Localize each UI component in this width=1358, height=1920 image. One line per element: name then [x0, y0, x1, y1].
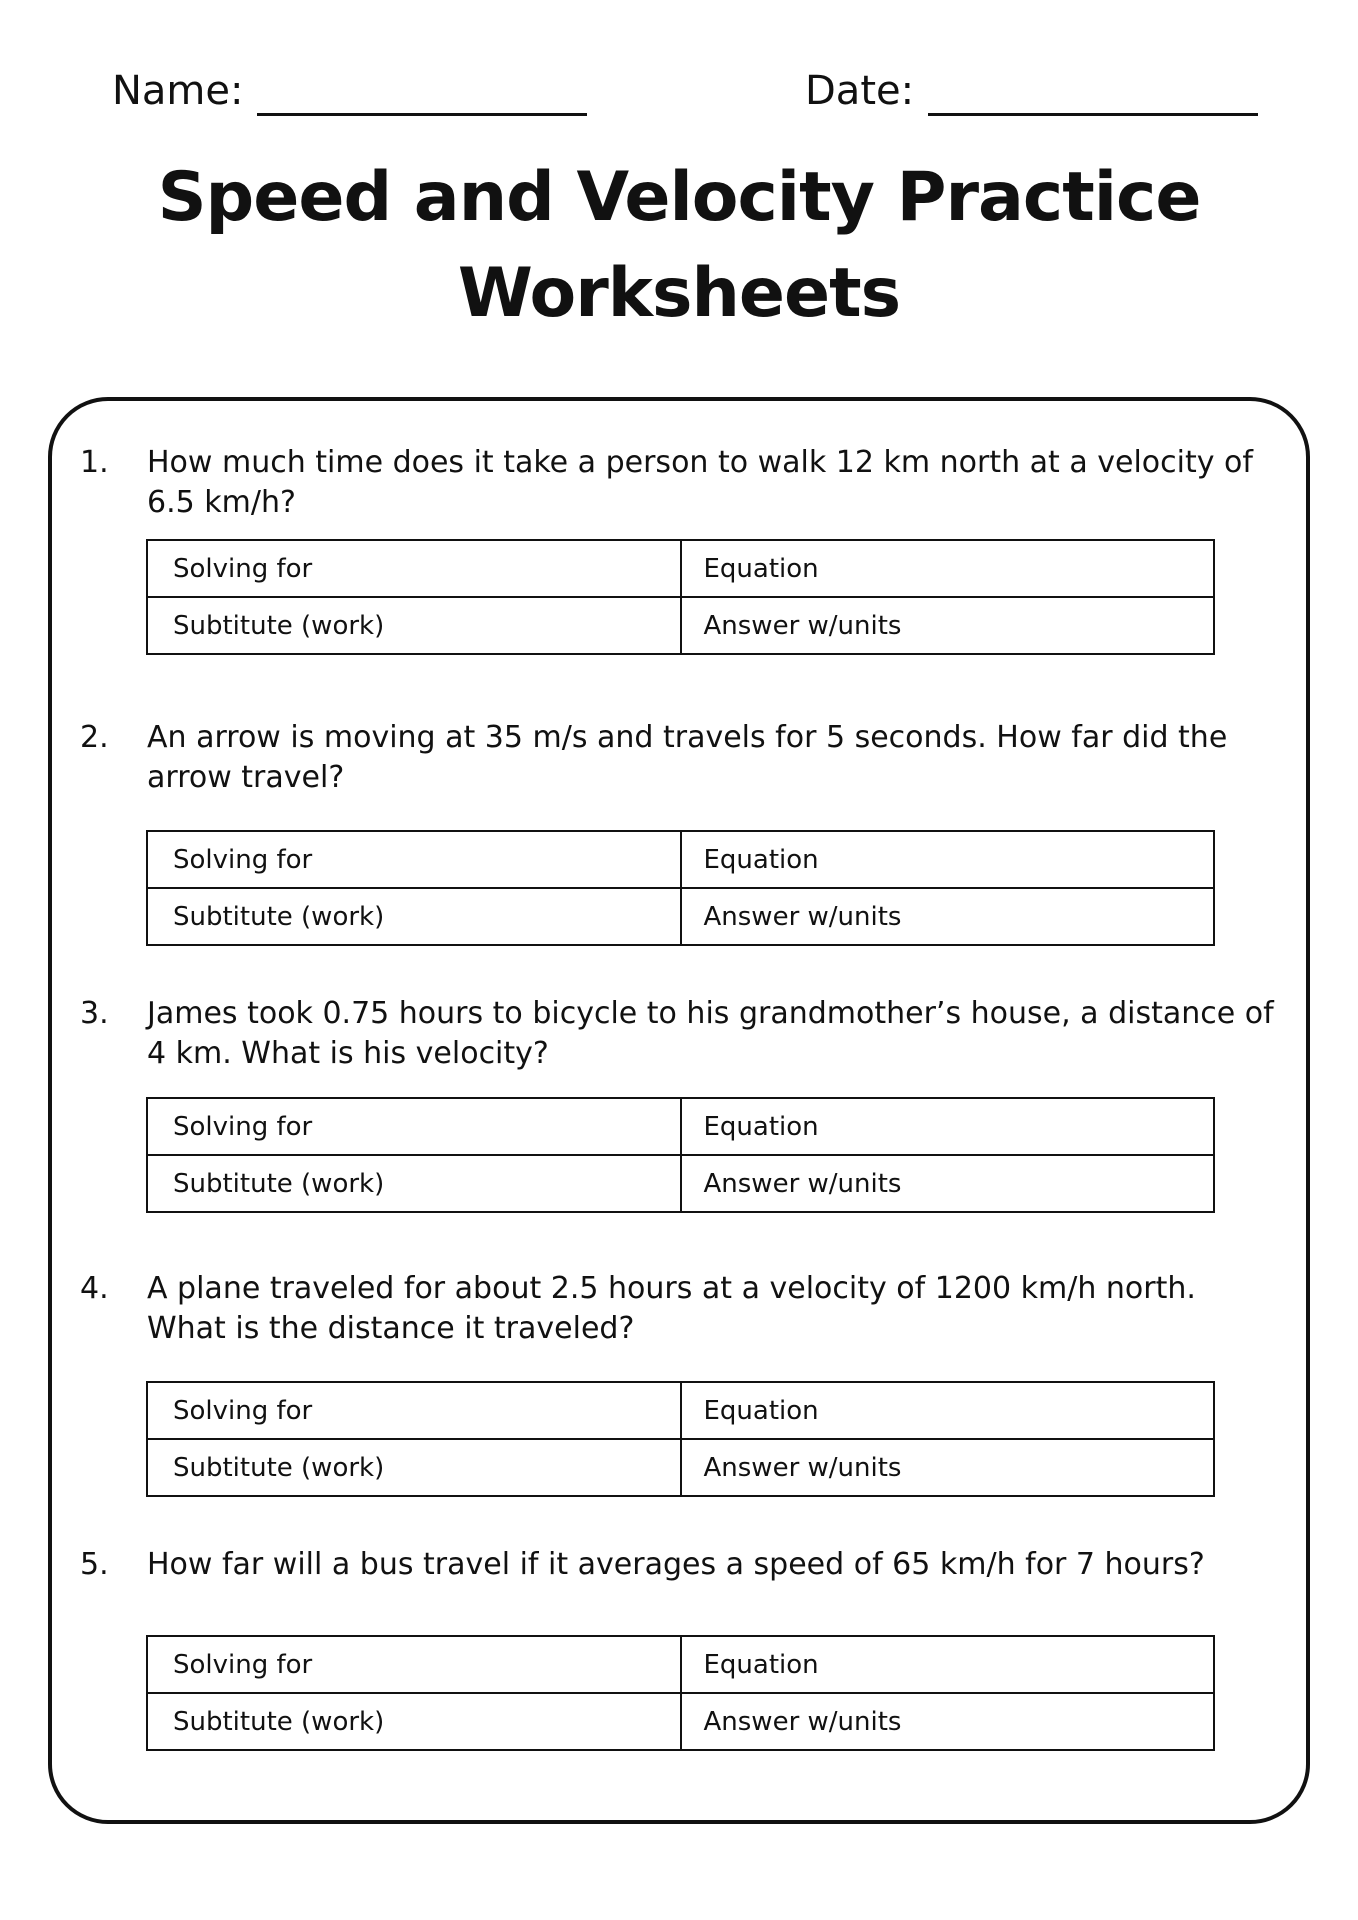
substitute-cell[interactable]: Subtitute (work)	[147, 888, 681, 945]
page-title-line-2: Worksheets	[457, 254, 901, 333]
work-table-3	[146, 1097, 1215, 1213]
name-field[interactable]	[112, 66, 587, 116]
substitute-cell[interactable]: Subtitute (work)	[147, 1693, 681, 1750]
question-number: 2.	[80, 720, 109, 755]
equation-cell[interactable]: Equation	[681, 540, 1215, 597]
question-text: How much time does it take a person to walk 12 km north at a velocity of 6.5 km/h?	[147, 445, 1253, 520]
question-text: A plane traveled for about 2.5 hours at a velocity of 1200 km/h north. What is the distance it traveled?	[147, 1271, 1196, 1346]
equation-cell[interactable]: Equation	[681, 1382, 1215, 1439]
solving-for-cell[interactable]: Solving for	[147, 831, 681, 888]
answer-cell[interactable]: Answer w/units	[681, 888, 1215, 945]
answer-cell[interactable]: Answer w/units	[681, 1439, 1215, 1496]
page-title-line-1: Speed and Velocity Practice	[157, 158, 1201, 237]
substitute-cell[interactable]: Subtitute (work)	[147, 1155, 681, 1212]
equation-cell[interactable]: Equation	[681, 1636, 1215, 1693]
question-5	[80, 1545, 1280, 1585]
date-blank-line[interactable]	[928, 69, 1258, 116]
question-4	[80, 1269, 1280, 1349]
answer-cell[interactable]: Answer w/units	[681, 1693, 1215, 1750]
question-number: 4.	[80, 1271, 109, 1306]
question-3	[80, 994, 1280, 1074]
question-text: James took 0.75 hours to bicycle to his grandmother’s house, a distance of 4 km. What is his velocity?	[147, 996, 1274, 1071]
answer-cell[interactable]: Answer w/units	[681, 1155, 1215, 1212]
substitute-cell[interactable]: Subtitute (work)	[147, 597, 681, 654]
question-1	[80, 443, 1280, 523]
solving-for-cell[interactable]: Solving for	[147, 540, 681, 597]
question-number: 1.	[80, 445, 109, 480]
work-table-4	[146, 1381, 1215, 1497]
solving-for-cell[interactable]: Solving for	[147, 1382, 681, 1439]
date-label: Date:	[805, 68, 915, 114]
question-number: 5.	[80, 1547, 109, 1582]
substitute-cell[interactable]: Subtitute (work)	[147, 1439, 681, 1496]
date-field[interactable]	[805, 66, 1258, 116]
name-blank-line[interactable]	[257, 69, 587, 116]
question-text: An arrow is moving at 35 m/s and travels for 5 seconds. How far did the arrow travel?	[147, 720, 1228, 795]
solving-for-cell[interactable]: Solving for	[147, 1098, 681, 1155]
work-table-5	[146, 1635, 1215, 1751]
equation-cell[interactable]: Equation	[681, 1098, 1215, 1155]
solving-for-cell[interactable]: Solving for	[147, 1636, 681, 1693]
answer-cell[interactable]: Answer w/units	[681, 597, 1215, 654]
question-2	[80, 718, 1280, 798]
work-table-1	[146, 539, 1215, 655]
name-label: Name:	[112, 68, 244, 114]
work-table-2	[146, 830, 1215, 946]
equation-cell[interactable]: Equation	[681, 831, 1215, 888]
question-number: 3.	[80, 996, 109, 1031]
question-text: How far will a bus travel if it averages a speed of 65 km/h for 7 hours?	[147, 1547, 1205, 1582]
